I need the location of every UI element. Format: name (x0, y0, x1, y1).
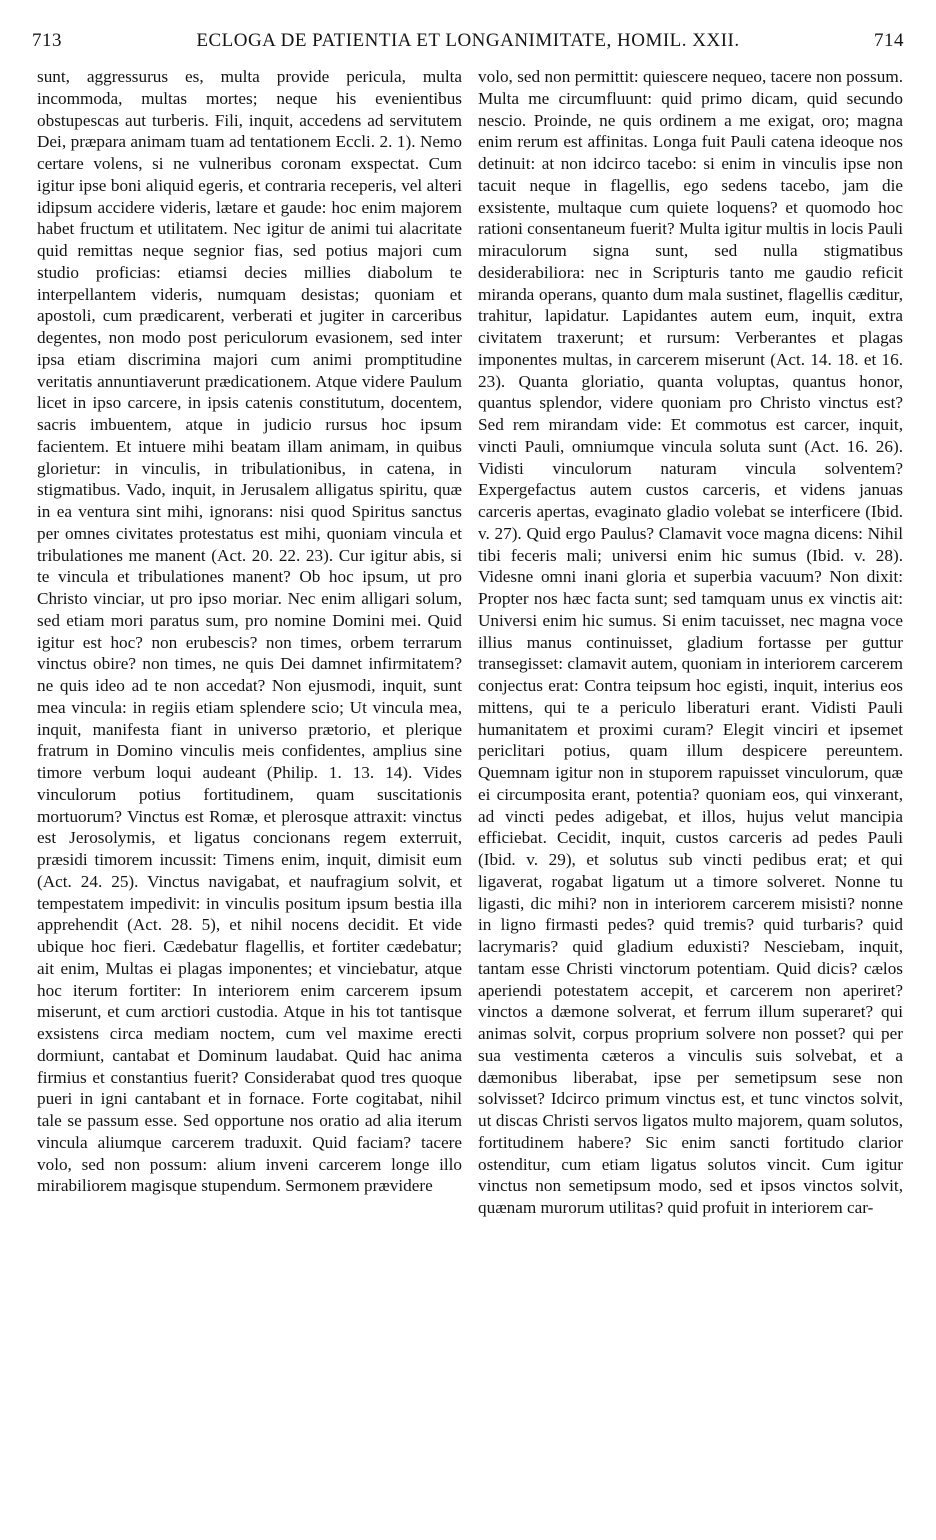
page-number-left: 713 (32, 30, 62, 51)
text-column-right (478, 66, 903, 1219)
body-paragraph: volo, sed non permittit: quiescere nequeo, tacere non possum. Multa me circumfluunt: quid primo dicam, quid secundo nescio. Proinde, ne quis ordinem a me exigat, oro; magna enim rerum est affinitas. Longa fuit Pauli catena ideoque nos detinuit: at non idcirco tacebo: si enim in vinculis ipse non tacuit neque in flagellis, ego sedens tacebo, jam die exsistente, multaque cum quiete loquens? et quomodo hoc rationi consentaneum fuerit? Multa igitur multis in locis Pauli miraculorum signa sunt, sed nulla stigmatibus desiderabiliora: nec in Scripturis tanto me gaudio reficit miranda operans, quanto dum mala sustinet, flagellis cæditur, trahitur, lapidatur. Lapidantes autem eum, inquit, extra civitatem traxerunt; et rursum: Verberantes et plagas imponentes multas, in carcerem miserunt (Act. 14. 18. et 16. 23). Quanta gloriatio, quanta voluptas, quantus honor, quantus splendor, videre quoniam pro Christo vinctus est? Sed rem mirandam vide: Et commotus est carcer, inquit, vincti Pauli, omniumque vincula soluta sunt (Act. 16. 26). Vidisti vinculorum naturam vincula solventem? Expergefactus autem custos carceris, et videns januas carceris apertas, evaginato gladio volebat se interficere (Ibid. v. 27). Quid ergo Paulus? Clamavit voce magna dicens: Nihil tibi feceris mali; universi enim hic sumus (Ibid. v. 28). Videsne omni inani gloria et superbia vacuum? Non dixit: Propter nos hæc facta sunt; sed tamquam unus ex vinctis ait: Universi enim hic sumus. Si enim tacuisset, nec magna voce illius manus continuisset, gladium fortasse per guttur transegisset: clamavit autem, quoniam in interiorem carcerem conjectus erat: Contra teipsum hoc egisti, inquit, interius eos mittens, qui te a periculo liberaturi erant. Vidisti Pauli humanitatem et proximi curam? Elegit vinciri et ipsemet periclitari potius, quam illum despicere pereuntem. Quemnam igitur non in stuporem rapuisset vinculorum, quæ ei circumposita erant, potentia? quoniam eos, qui vinxerant, ad vincti pedes adigebat, et illos, hujus velut mancipia efficiebat. Cecidit, inquit, custos carceris ad pedes Pauli (Ibid. v. 29), et solutus sub vincti pedibus erat; et qui ligaverat, rogabat ligatum ut a timore solveret. Nonne tu ligasti, dic mihi? non in interiorem carcerem misisti? nonne in ligno firmasti pedes? quid tremis? quid turbaris? quid lacrymaris? quid gladium eduxisti? Nesciebam, inquit, tantam esse Christi vinctorum potentiam. Quid dicis? cælos aperiendi potestatem accepit, et carcerem non aperiret? vinctos a dæmone solverat, et ferrum illum superaret? qui animas solvit, corpus proprium solvere non posset? qui per sua vestimenta cæteros a vinculis suis solvebat, et a dæmonibus liberabat, ipse per semetipsum sese non solvisset? Idcirco primum vinctus est, et tunc vinctos solvit, ut discas Christi servos ligatos multo majorem, quam solutos, fortitudinem habere? Sic enim sancti fortitudo clarior ostenditur, cum etiam ligatus solutos vincit. Cum igitur vinctus non semetipsum modo, sed et ipsos vinctos solvit, quænam murorum utilitas? quid profuit in interiorem car- (478, 67, 903, 1217)
running-header (32, 30, 904, 58)
text-column-left (37, 66, 462, 1197)
body-paragraph: sunt, aggressurus es, multa provide pericula, multa incommoda, multas mortes; neque his evenientibus obstupescas aut turberis. Fili, inquit, accedens ad servitutem Dei, præpara animam tuam ad tentationem Eccli. 2. 1). Nemo certare volens, si ne vulneribus coronam exspectat. Cum igitur ipse boni aliquid egeris, et contraria receperis, vel alteri idipsum accidere videris, lætare et gaude: hoc enim majorem habet fructum et utilitatem. Nec igitur de animi tui alacritate quid remittas neque segnior fias, sed potius majori cum studio proficias: etiamsi decies millies diabolum te interpellantem videris, numquam desistas; quoniam et apostoli, cum prædicarent, verberati et jugiter in carceribus degentes, non modo post periculorum evasionem, sed inter ipsa etiam discrimina majori cum animi promptitudine veritatis annuntiaverunt prædicationem. Atque videre Paulum licet in ipso carcere, in ipsis catenis constitutum, docentem, sacris imbuentem, atque in judicio rursus hoc ipsum facientem. Et intuere mihi beatam illam animam, in quibus glorietur: in vinculis, in tribulationibus, in catena, in stigmatibus. Vado, inquit, in Jerusalem alligatus spiritu, quæ in ea ventura sint mihi, ignorans: nisi quod Spiritus sanctus per omnes civitates protestatus est mihi, quoniam vincula et tribulationes me manent (Act. 20. 22. 23). Cur igitur abis, si te vincula et tribulationes manent? Ob hoc ipsum, ut pro Christo vinciar, ut pro ipso moriar. Nec enim alligari solum, sed etiam mori paratus sum, pro nomine Domini mei. Quid igitur est hoc? non erubescis? non times, orbem terrarum vinctus obire? non times, ne quis Dei damnet infirmitatem? ne quis ideo ad te non accedat? Non ejusmodi, inquit, sunt mea vincula: in regiis etiam splendere scio; Ut vincula mea, inquit, manifesta fiant in universo prætorio, et plerique fratrum in Domino vinculis meis confidentes, amplius sine timore verbum loqui audeant (Philip. 1. 13. 14). Vides vinculorum potius fortitudinem, quam suscitationis mortuorum? Vinctus est Romæ, et plerosque attraxit: vinctus est Jerosolymis, et ligatus concionans regem exterruit, præsidi timorem incussit: Timens enim, inquit, dimisit eum (Act. 24. 25). Vinctus navigabat, et naufragium solvit, et tempestatem impedivit: in vinculis positum ipsum bestia illa apprehendit (Act. 28. 5), et nihil nocens decidit. Et vide ubique hoc fieri. Cædebatur flagellis, et fortiter cædebatur; ait enim, Multas ei plagas imponentes; et vinciebatur, atque hoc iterum fortiter: In interiorem enim carcerem ipsum miserunt, et cum arctiori custodia. Atque in his tot tantisque exsistens circa mediam noctem, cum vel maxime erecti dormiunt, cantabat et Dominum laudabat. Quid hac anima firmius et constantius fuerit? Considerabat quod tres quoque pueri in igni cantabant et in fornace. Forte cogitabat, nihil tale se passum esse. Sed opportune nos oratio ad alia iterum vincula aliumque carcerem traduxit. Quid faciam? tacere volo, sed non possum: alium inveni carcerem longe illo mirabiliorem magisque stupendum. Sermonem prævidere (37, 67, 462, 1196)
page-number-right: 714 (874, 30, 904, 51)
running-title: ECLOGA DE PATIENTIA ET LONGANIMITATE, HOMIL. XXII. (196, 30, 740, 51)
